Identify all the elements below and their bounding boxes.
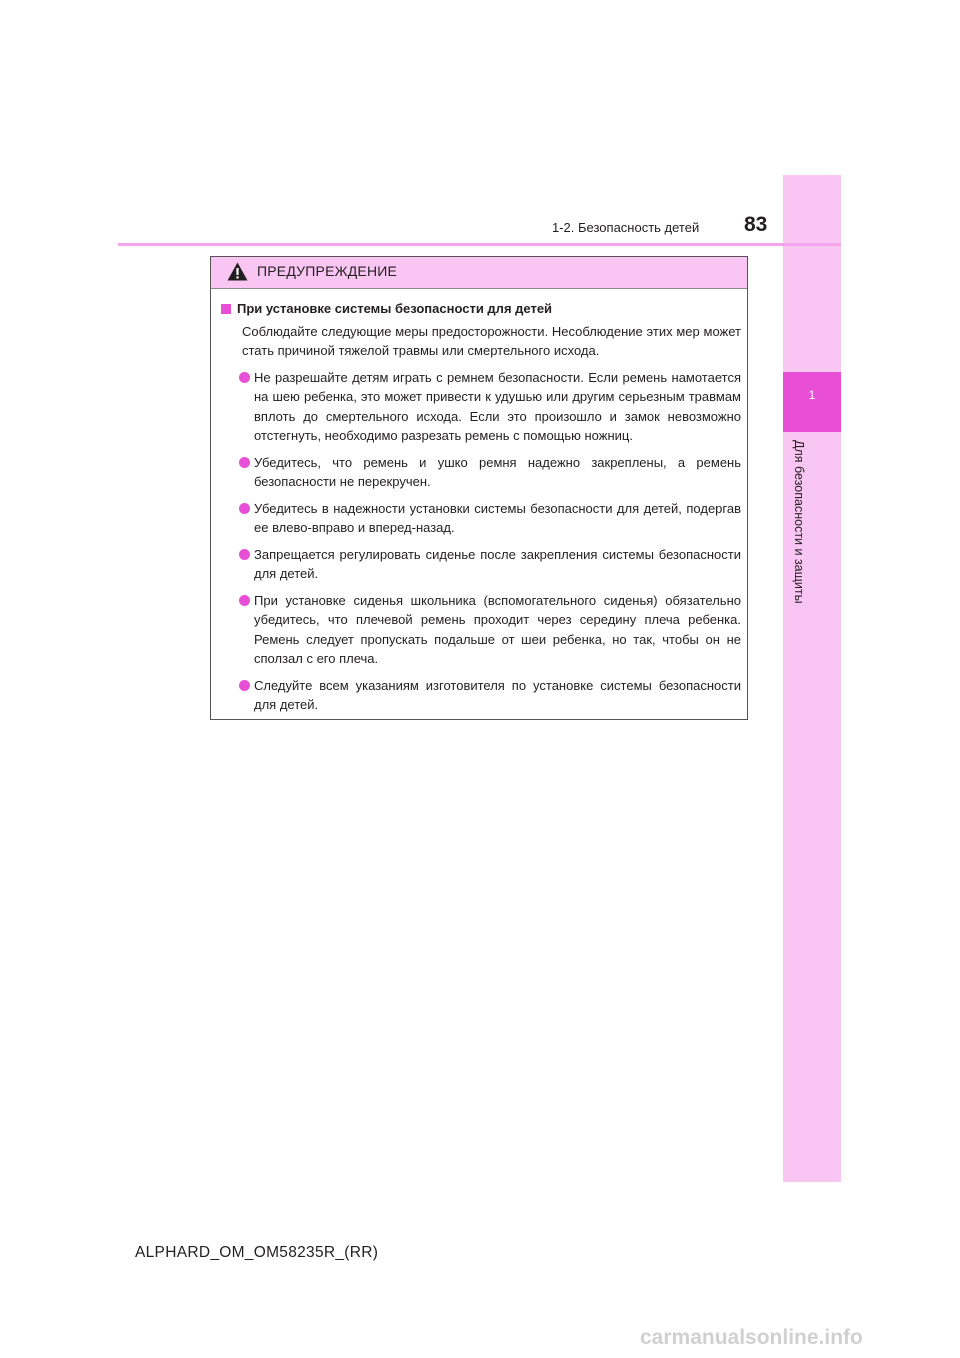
square-bullet-icon: [221, 304, 231, 314]
warning-item-text: Следуйте всем указаниям изготовителя по установке системы безопасности для детей.: [254, 677, 741, 712]
warning-item: [242, 499, 741, 538]
footer-code: ALPHARD_OM_OM58235R_(RR): [135, 1244, 379, 1261]
warning-title: ПРЕДУПРЕЖДЕНИЕ: [257, 263, 398, 279]
warning-intro: Соблюдайте следующие меры предосторожности. Несоблюдение этих мер может стать причиной тяжелой травмы или смертельного исхода.: [242, 323, 741, 358]
section-title: 1-2. Безопасность детей: [552, 220, 700, 235]
warning-item: [242, 545, 741, 584]
bullet-icon: [239, 680, 250, 691]
warning-heading-text: При установке системы безопасности для детей: [237, 301, 553, 316]
warning-item: [242, 368, 741, 446]
warning-content: [221, 299, 741, 715]
bullet-icon: [239, 503, 250, 514]
warning-item-text: При установке сиденья школьника (вспомогательного сиденья) обязательно убедитесь, что плечевой ремень проходит через середину плеча ребенка. Ремень следует пропускать подальше от шеи ребенка, но так, чтобы он не сползал с его плеча.: [254, 592, 741, 666]
warning-item-text: Запрещается регулировать сиденье после закрепления системы безопасности для детей.: [254, 546, 741, 581]
warning-item-text: Убедитесь, что ремень и ушко ремня надежно закреплены, а ремень безопасности не перекручен.: [254, 454, 741, 489]
warning-item: [242, 453, 741, 492]
bullet-icon: [239, 372, 250, 383]
warning-item-text: Не разрешайте детям играть с ремнем безопасности. Если ремень намотается на шею ребенка, это может привести к удушью или другим серьезным травмам вплоть до смертельного исхода. Если это произошло и замок невозможно отстегнуть, необходимо разрезать ремень с помощью ножниц.: [254, 369, 741, 443]
warning-heading: [221, 299, 741, 319]
watermark: carmanualsonline.info: [640, 1326, 863, 1349]
warning-item: [242, 591, 741, 669]
chapter-label: Для безопасности и защиты: [792, 440, 806, 604]
chapter-tab-number: 1: [808, 388, 816, 402]
chapter-side-strip: [783, 175, 841, 1182]
page-number: 83: [744, 213, 768, 236]
warning-triangle-icon: [227, 262, 248, 281]
bullet-icon: [239, 457, 250, 468]
bullet-icon: [239, 595, 250, 606]
warning-header: [211, 257, 747, 289]
warning-box: [210, 256, 748, 720]
header-rule: [118, 243, 841, 246]
warning-item: [242, 676, 741, 715]
bullet-icon: [239, 549, 250, 560]
chapter-tab: [783, 372, 841, 432]
warning-item-text: Убедитесь в надежности установки системы безопасности для детей, подергав ее влево-вправо и вперед-назад.: [254, 500, 741, 535]
